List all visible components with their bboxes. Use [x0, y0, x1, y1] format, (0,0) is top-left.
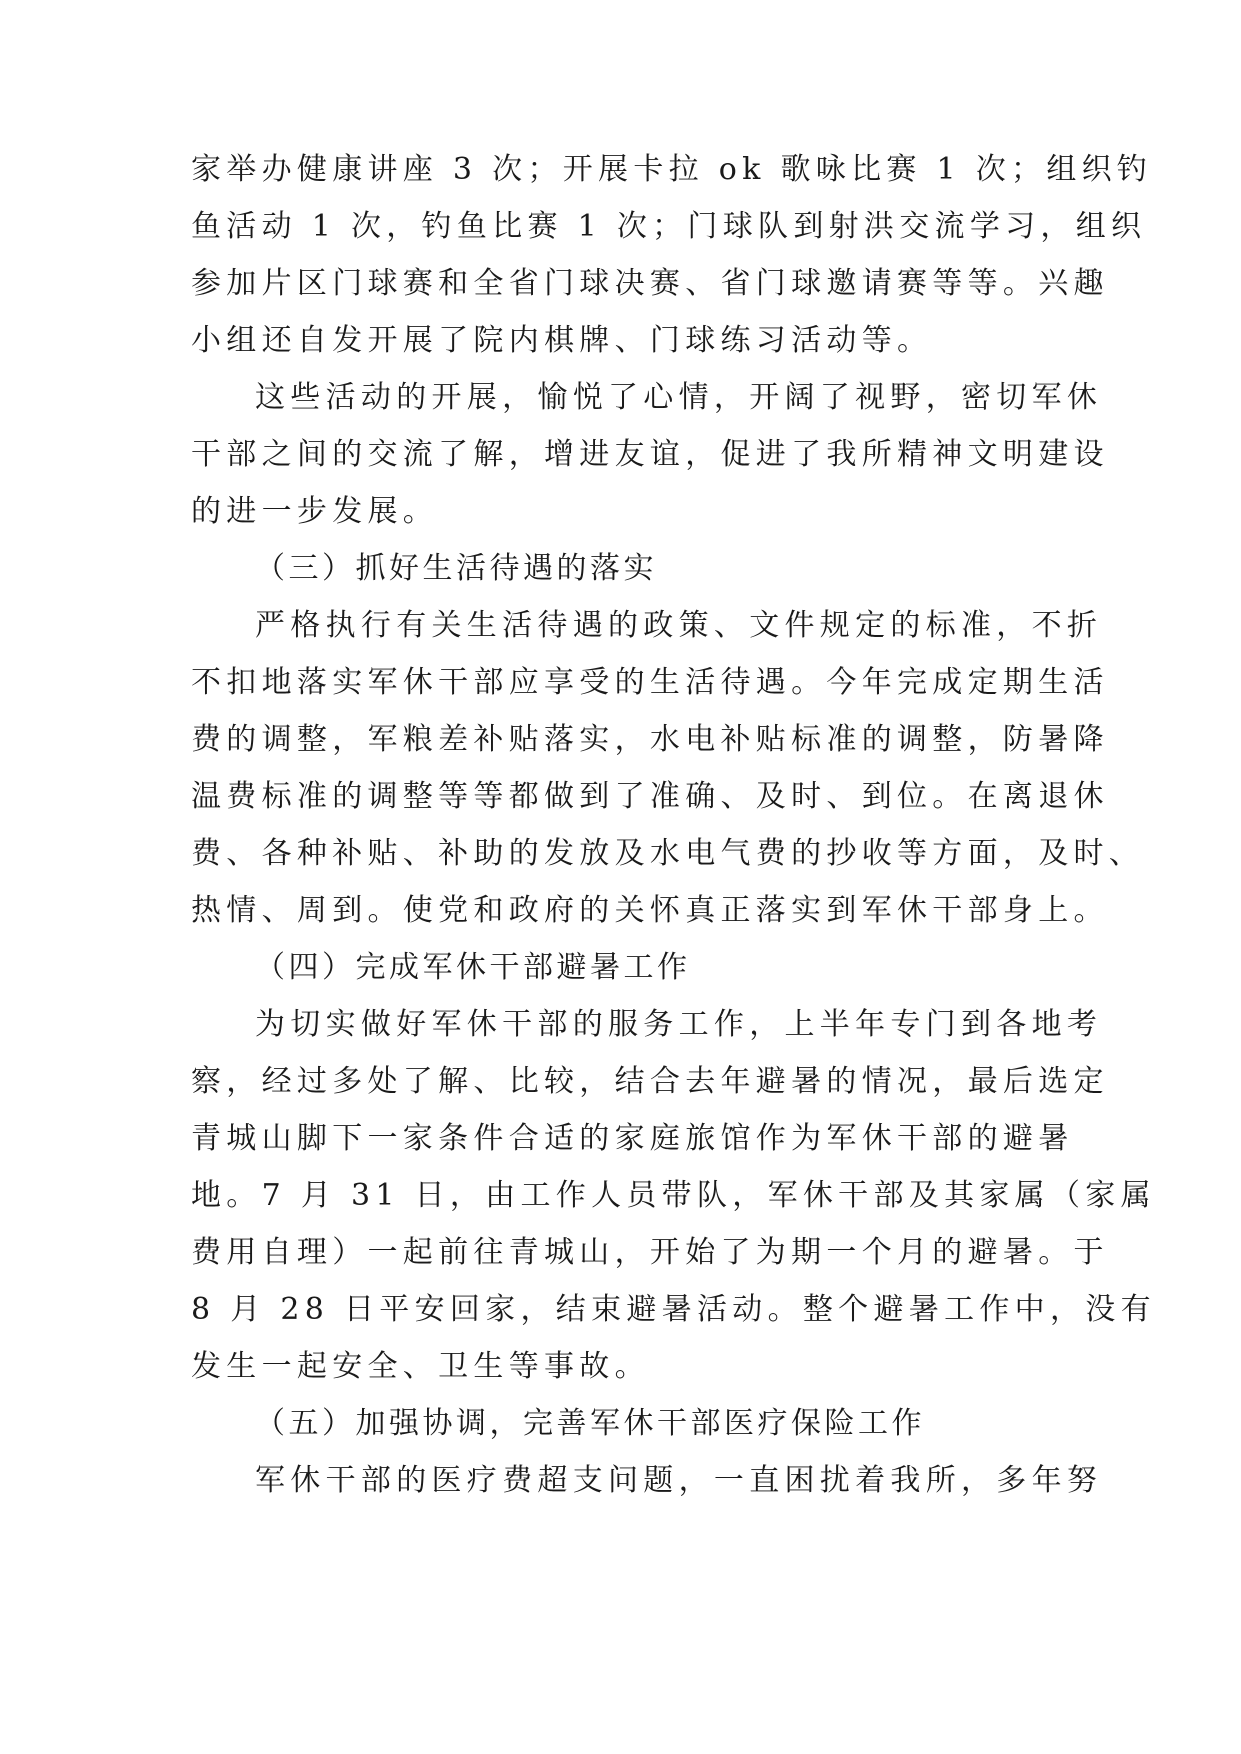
text-line: 参加片区门球赛和全省门球决赛、省门球邀请赛等等。兴趣 [191, 266, 1109, 301]
paragraph-first-line: 为切实做好军休干部的服务工作，上半年专门到各地考 [255, 1007, 1103, 1042]
section-heading-3: （三）抓好生活待遇的落实 [255, 551, 657, 586]
text-line: 小组还自发开展了院内棋牌、门球练习活动等。 [191, 323, 933, 358]
text-line: 热情、周到。使党和政府的关怀真正落实到军休干部身上。 [191, 893, 1109, 928]
paragraph-first-line: 这些活动的开展，愉悦了心情，开阔了视野，密切军休 [255, 380, 1103, 415]
paragraph-first-line: 严格执行有关生活待遇的政策、文件规定的标准，不折 [255, 608, 1103, 643]
text-line: 温费标准的调整等等都做到了准确、及时、到位。在离退休 [191, 779, 1109, 814]
text-line: 地。7 月 31 日，由工作人员带队，军休干部及其家属（家属 [191, 1178, 1156, 1213]
text-line: 不扣地落实军休干部应享受的生活待遇。今年完成定期生活 [191, 665, 1109, 700]
text-line: 费用自理）一起前往青城山，开始了为期一个月的避暑。于 [191, 1235, 1109, 1270]
section-heading-5: （五）加强协调，完善军休干部医疗保险工作 [255, 1406, 925, 1441]
text-line: 费、各种补贴、补助的发放及水电气费的抄收等方面，及时、 [191, 836, 1145, 871]
text-line: 8 月 28 日平安回家，结束避暑活动。整个避暑工作中，没有 [191, 1292, 1156, 1327]
paragraph-first-line: 军休干部的医疗费超支问题，一直困扰着我所，多年努 [255, 1463, 1103, 1498]
text-line: 青城山脚下一家条件合适的家庭旅馆作为军休干部的避暑 [191, 1121, 1074, 1156]
text-line: 费的调整，军粮差补贴落实，水电补贴标准的调整，防暑降 [191, 722, 1109, 757]
text-line: 鱼活动 1 次，钓鱼比赛 1 次；门球队到射洪交流学习，组织 [191, 209, 1147, 244]
text-line: 家举办健康讲座 3 次；开展卡拉 ok 歌咏比赛 1 次；组织钓 [191, 152, 1153, 187]
text-line: 的进一步发展。 [191, 494, 439, 529]
section-heading-4: （四）完成军休干部避暑工作 [255, 950, 691, 985]
text-line: 干部之间的交流了解，增进友谊，促进了我所精神文明建设 [191, 437, 1109, 472]
text-line: 察，经过多处了解、比较，结合去年避暑的情况，最后选定 [191, 1064, 1109, 1099]
text-line: 发生一起安全、卫生等事故。 [191, 1349, 650, 1384]
